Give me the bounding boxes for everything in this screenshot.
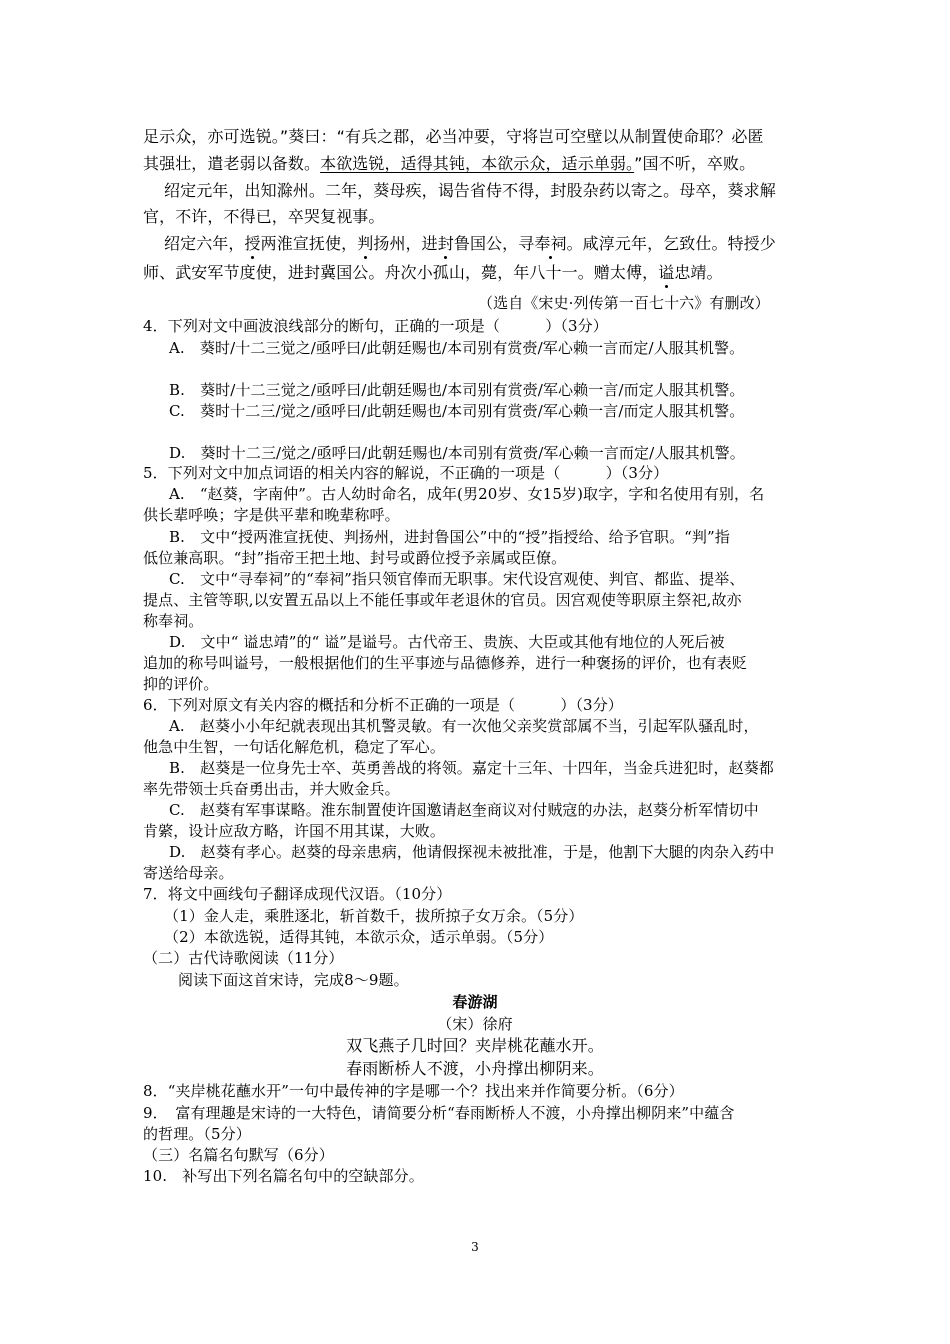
q5-option-a: A. “赵葵，字南仲”。古人幼时命名，成年(男20岁、女15岁)取字，字和名使用有别，名 [169, 485, 765, 503]
q10-stem: 10. 补写出下列名篇名句中的空缺部分。 [143, 1167, 424, 1185]
passage-text: 忠靖。 [674, 263, 723, 282]
q5-option-c-cont2: 称奉祠。 [143, 612, 204, 630]
q5-option-d-cont: 追加的称号叫谥号，一般根据他们的生平事迹与品德修养，进行一种褒扬的评价，也有表贬 [143, 654, 748, 672]
q6-option-b-cont: 率先带领士兵奋勇出击，并大败金兵。 [143, 780, 400, 798]
passage-line-2 [143, 153, 755, 175]
q5-option-b-cont: 低位兼高职。“封”指帝王把土地、封号或爵位授予亲属或臣僚。 [143, 549, 567, 567]
dotted-word-pan: 判 [357, 234, 374, 253]
q6-stem: 6．下列对原文有关内容的概括和分析不正确的一项是（ ）（3分） [143, 696, 623, 714]
poem-author: （宋）徐府 [437, 1015, 513, 1033]
passage-line-6 [143, 262, 723, 284]
q7-stem: 7．将文中画线句子翻译成现代汉语。（10分） [143, 885, 452, 903]
dotted-word-shou: 授 [244, 234, 261, 253]
q7-sentence-2: （2）本欲选锐，适得其钝，本欲示众，适示单弱。（5分） [164, 928, 554, 946]
passage-text: 师、武安军节度使，进封冀国公。舟次小孤山，薨，年八十一。赠太傅， [143, 263, 659, 282]
passage-line-1: 足示众，亦可选锐。”葵曰：“有兵之郡，必当冲要，守将岂可空壁以从制置使命耶？必匿 [143, 127, 764, 146]
q9-stem-cont: 的哲理。（5分） [143, 1125, 251, 1143]
q5-option-d-cont2: 抑的评价。 [143, 675, 219, 693]
q9-stem: 9． 富有理趣是宋诗的一大特色，请简要分析“春雨断桥人不渡，小舟撑出柳阴来”中蕴含 [143, 1104, 735, 1122]
passage-line-4: 官，不许，不得已，卒哭复视事。 [143, 207, 385, 226]
passage-line-5 [164, 233, 776, 255]
passage-source: （选自《宋史·列传第一百七十六》有删改） [478, 294, 770, 312]
q5-option-d: D. 文中“ 谥忠靖”的“ 谥”是谥号。古代帝王、贵族、大臣或其他有地位的人死后被 [169, 633, 725, 651]
q4-stem: 4．下列对文中画波浪线部分的断句，正确的一项是（ ）（3分） [143, 317, 608, 335]
q8-stem: 8．“夹岸桃花蘸水开”一句中最传神的字是哪一个？找出来并作简要分析。（6分） [143, 1082, 684, 1100]
q5-option-c-cont: 提点、主管等职,以安置五品以上不能任事或年老退休的官员。因宫观使等职原主祭祀,故亦 [143, 591, 742, 609]
dotted-word-fengci: 奉祠 [534, 234, 567, 253]
passage-text: 。咸淳元年，乞致仕。特授少 [566, 234, 776, 253]
passage-text: 鲁国公，寻 [453, 234, 535, 253]
poem-line-2: 春雨断桥人不渡，小舟撑出柳阴来。 [346, 1059, 604, 1078]
passage-text: ”国不听，卒败。 [634, 154, 756, 173]
q6-option-b: B. 赵葵是一位身先士卒、英勇善战的将领。嘉定十三年、十四年，当金兵进犯时，赵葵都 [169, 759, 774, 777]
dotted-word-feng: 封 [437, 234, 454, 253]
underlined-sentence: 本欲选锐，适得其钝，本欲示众，适示单弱。 [320, 154, 635, 173]
q6-option-d-cont: 寄送给母亲。 [143, 864, 234, 882]
q4-option-b: B. 葵时/十二三觉之/亟呼曰/此朝廷赐也/本司别有赏赍/军心赖一言/而定人服其机警。 [169, 381, 745, 399]
q6-option-c-cont: 肯綮，设计应敌方略，许国不用其谋，大败。 [143, 822, 446, 840]
poem-line-1: 双飞燕子几时回？夹岸桃花蘸水开。 [346, 1036, 604, 1055]
q6-option-a-cont: 他急中生智，一句话化解危机，稳定了军心。 [143, 738, 446, 756]
q4-option-a: A. 葵时/十二三觉之/亟呼曰/此朝廷赐也/本司别有赏赍/军心赖一言而定/人服其机警。 [169, 339, 745, 357]
q6-option-a: A. 赵葵小小年纪就表现出其机警灵敏。有一次他父亲奖赏部属不当，引起军队骚乱时， [169, 717, 759, 735]
passage-text: 绍定六年， [164, 234, 245, 253]
q5-option-c: C. 文中“寻奉祠”的“奉祠”指只领官俸而无职事。宋代设宫观使、判官、都监、提举、 [169, 570, 745, 588]
q7-sentence-1: （1）金人走，乘胜逐北，斩首数千，拔所掠子女万余。（5分） [164, 907, 584, 925]
q6-option-d: D. 赵葵有孝心。赵葵的母亲患病，他请假探视未被批准，于是，他割下大腿的肉杂入药中 [169, 843, 775, 861]
section-heading-recitation: （三）名篇名句默写（6分） [143, 1146, 334, 1164]
q5-stem: 5．下列对文中加点词语的相关内容的解说，不正确的一项是（ ）（3分） [143, 464, 669, 482]
poem-title: 春游湖 [452, 993, 498, 1011]
passage-text: 两淮宣抚使， [260, 234, 358, 253]
q6-option-c: C. 赵葵有军事谋略。淮东制置使许国邀请赵奎商议对付贼寇的办法，赵葵分析军情切中 [169, 801, 759, 819]
section-intro: 阅读下面这首宋诗，完成8～9题。 [178, 971, 409, 989]
q5-option-a-cont: 供长辈呼唤；字是供平辈和晚辈称呼。 [143, 506, 400, 524]
passage-text: 其强壮，遣老弱以备数。 [143, 154, 321, 173]
page-number: 3 [471, 1240, 479, 1254]
passage-text: 扬州，进 [373, 234, 438, 253]
passage-line-3: 绍定元年，出知滁州。二年，葵母疾，谒告省侍不得，封股杂药以寄之。母卒，葵求解 [164, 181, 776, 200]
q4-option-d: D. 葵时十二三/觉之/亟呼曰/此朝廷赐也/本司别有赏赍/军心赖一言而定/人服其机警。 [169, 444, 745, 462]
dotted-word-shi: 谥 [658, 263, 675, 282]
q5-option-b: B. 文中“授两淮宣抚使、判扬州，进封鲁国公”中的“授”指授给、给予官职。“判”指 [169, 528, 730, 546]
q4-option-c: C. 葵时十二三/觉之/亟呼曰/此朝廷赐也/本司别有赏赍/军心赖一言/而定人服其机警。 [169, 402, 745, 420]
section-heading-poetry: （二）古代诗歌阅读（11分） [143, 949, 344, 967]
